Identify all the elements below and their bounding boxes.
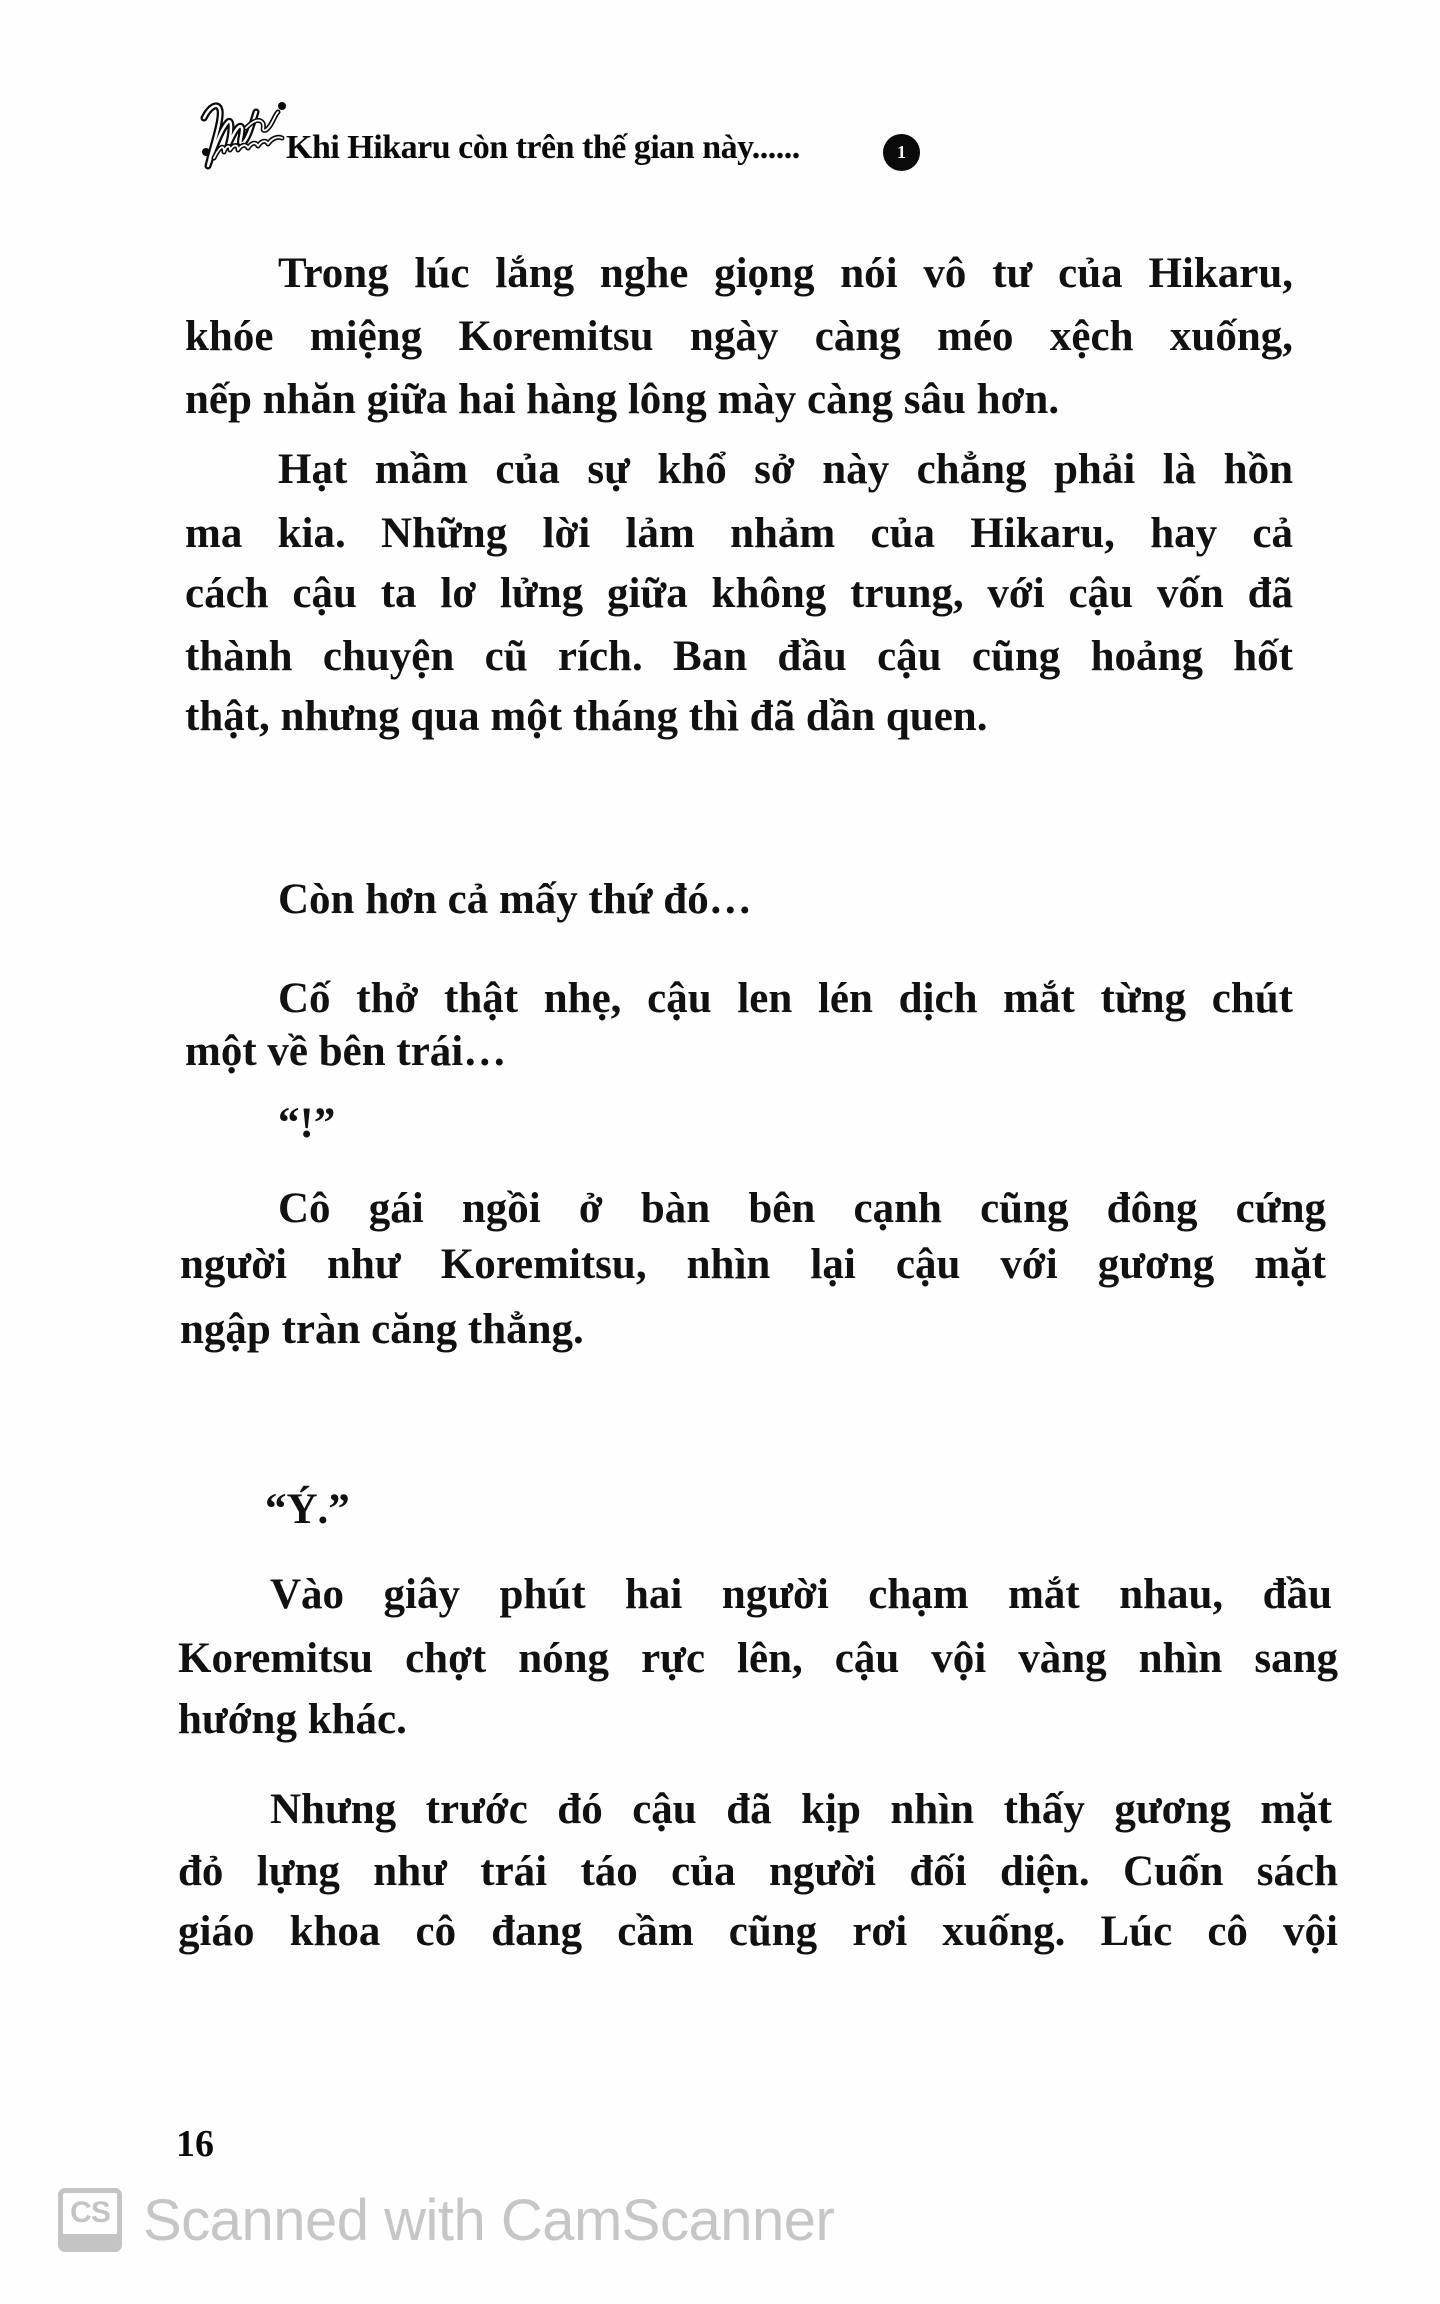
text-line: “Ý.” (265, 1486, 350, 1533)
text-line: thành chuyện cũ rích. Ban đầu cậu cũng hoảng hốt (185, 633, 1293, 680)
text-line: giáo khoa cô đang cầm cũng rơi xuống. Lúc cô vội (178, 1908, 1338, 1955)
text-line: Cố thở thật nhẹ, cậu len lén dịch mắt từng chút (278, 975, 1293, 1022)
camscanner-badge-bar (63, 2234, 117, 2247)
text-line: “!” (278, 1100, 336, 1147)
script-title-logo-icon (192, 88, 288, 178)
camscanner-badge-text: CS (70, 2196, 110, 2229)
text-line: Nhưng trước đó cậu đã kịp nhìn thấy gương mặt (270, 1786, 1332, 1833)
running-title: Khi Hikaru còn trên thế gian này...... (286, 129, 800, 166)
volume-badge: 1 (883, 134, 920, 171)
camscanner-logo-icon (58, 2188, 122, 2252)
text-line: Còn hơn cả mấy thứ đó… (278, 876, 752, 923)
text-line: nếp nhăn giữa hai hàng lông mày càng sâu hơn. (185, 376, 1060, 423)
text-line: đỏ lựng như trái táo của người đối diện. Cuốn sách (178, 1848, 1338, 1895)
text-line: ngập tràn căng thẳng. (180, 1306, 584, 1353)
text-line: người như Koremitsu, nhìn lại cậu với gương mặt (180, 1241, 1326, 1288)
text-line: Koremitsu chợt nóng rực lên, cậu vội vàng nhìn sang (178, 1635, 1338, 1682)
text-line: hướng khác. (178, 1696, 407, 1743)
text-line: khóe miệng Koremitsu ngày càng méo xệch xuống, (185, 313, 1293, 360)
page-number: 16 (176, 2123, 214, 2165)
text-line: thật, nhưng qua một tháng thì đã dần quen. (185, 693, 988, 740)
text-line: Vào giây phút hai người chạm mắt nhau, đầu (270, 1571, 1332, 1618)
text-line: ma kia. Những lời lảm nhảm của Hikaru, hay cả (185, 510, 1293, 557)
text-line: một về bên trái… (185, 1028, 507, 1075)
text-line: Cô gái ngồi ở bàn bên cạnh cũng đông cứng (278, 1185, 1326, 1232)
camscanner-watermark: Scanned with CamScanner (143, 2188, 835, 2253)
text-line: Trong lúc lắng nghe giọng nói vô tư của Hikaru, (278, 250, 1293, 297)
text-line: cách cậu ta lơ lửng giữa không trung, với cậu vốn đã (185, 570, 1293, 617)
text-line: Hạt mầm của sự khổ sở này chẳng phải là hồn (278, 446, 1293, 493)
